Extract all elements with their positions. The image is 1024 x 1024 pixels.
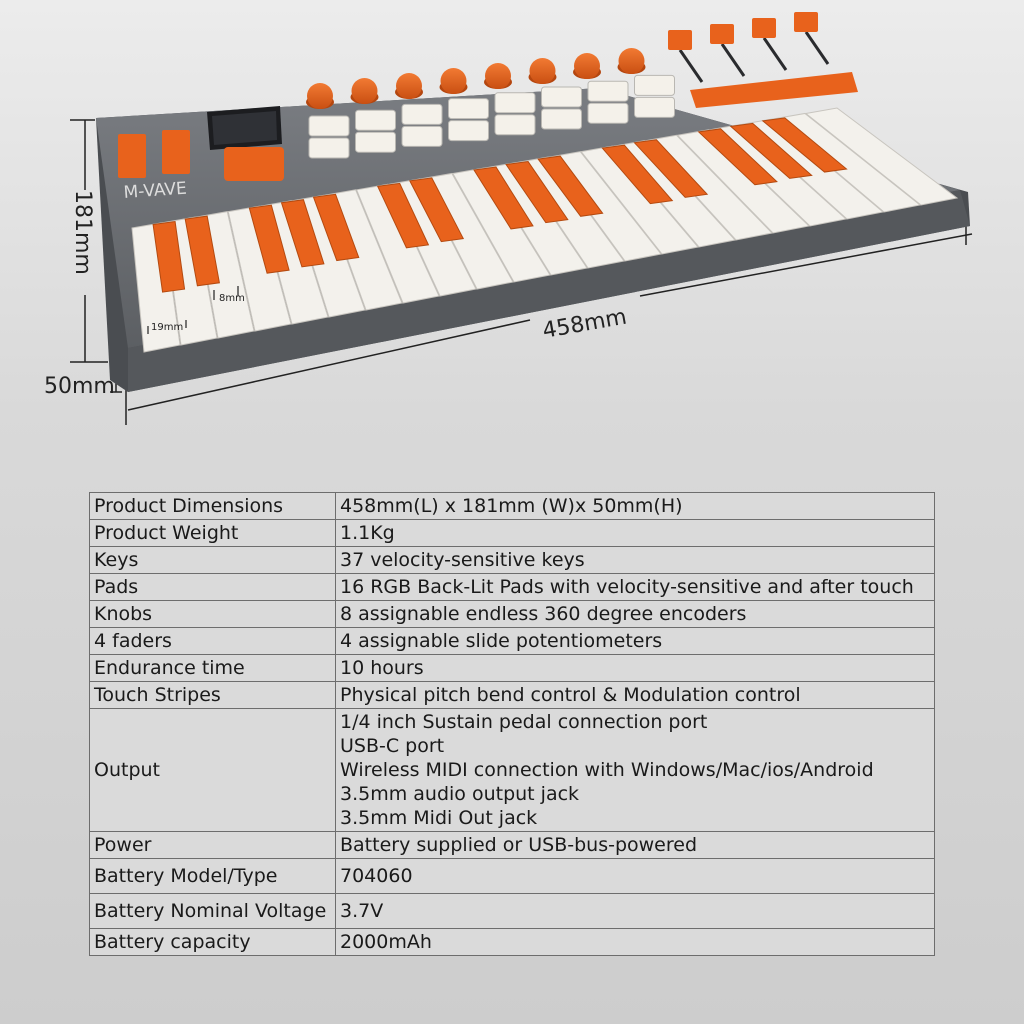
spec-value xyxy=(336,709,935,832)
spec-value xyxy=(336,929,935,956)
spec-value xyxy=(336,655,935,682)
spec-label: Pads xyxy=(90,574,336,601)
knob-icon xyxy=(306,83,334,109)
pad xyxy=(542,87,582,107)
spec-value-line: 8 assignable endless 360 degree encoders xyxy=(340,603,747,625)
pad xyxy=(356,110,396,130)
spec-label: Endurance time xyxy=(90,655,336,682)
control-strip xyxy=(690,72,858,108)
spec-row xyxy=(90,859,935,894)
pad xyxy=(402,104,442,124)
spec-label: Battery Nominal Voltage xyxy=(90,894,336,929)
pad xyxy=(495,115,535,135)
spec-value xyxy=(336,574,935,601)
spec-value-line: 704060 xyxy=(340,865,413,887)
fader-icon xyxy=(668,30,702,82)
spec-value-line: 4 assignable slide potentiometers xyxy=(340,630,663,652)
spec-value xyxy=(336,859,935,894)
pad xyxy=(309,138,349,158)
spec-row xyxy=(90,894,935,929)
pad xyxy=(635,97,675,117)
spec-value-line: 37 velocity-sensitive keys xyxy=(340,549,585,571)
knob-icon xyxy=(484,63,512,89)
height-label: 50mm xyxy=(44,374,115,399)
spec-value-line: 1/4 inch Sustain pedal connection port xyxy=(340,711,708,733)
depth-label: 181mm xyxy=(70,190,95,275)
spec-label: Product Dimensions xyxy=(90,493,336,520)
spec-value-line: 458mm(L) x 181mm (W)x 50mm(H) xyxy=(340,495,683,517)
pad xyxy=(449,121,489,141)
spec-row xyxy=(90,929,935,956)
spec-value xyxy=(336,682,935,709)
spec-row xyxy=(90,709,935,832)
pad xyxy=(449,99,489,119)
spec-label: Power xyxy=(90,832,336,859)
spec-value xyxy=(336,520,935,547)
knob-icon xyxy=(351,78,379,104)
spec-row xyxy=(90,682,935,709)
spec-row xyxy=(90,628,935,655)
spec-value xyxy=(336,493,935,520)
spec-value-line: Wireless MIDI connection with Windows/Mac/ios/Android xyxy=(340,759,874,781)
spec-label: Product Weight xyxy=(90,520,336,547)
spec-table xyxy=(89,492,935,956)
pad xyxy=(356,132,396,152)
product-illustration xyxy=(0,0,1024,470)
knob-icon xyxy=(395,73,423,99)
width-label: 458mm xyxy=(540,304,629,344)
fader-icon xyxy=(752,18,786,70)
spec-row xyxy=(90,655,935,682)
spec-label: Battery Model/Type xyxy=(90,859,336,894)
transport-buttons xyxy=(224,147,284,181)
pad xyxy=(402,126,442,146)
spec-row xyxy=(90,601,935,628)
spec-label: Touch Stripes xyxy=(90,682,336,709)
spec-value-line: 2000mAh xyxy=(340,931,432,953)
spec-label: Keys xyxy=(90,547,336,574)
spec-label: Knobs xyxy=(90,601,336,628)
spec-value-line: Physical pitch bend control & Modulation control xyxy=(340,684,801,706)
spec-label: 4 faders xyxy=(90,628,336,655)
spec-row xyxy=(90,520,935,547)
spec-row xyxy=(90,547,935,574)
fader-icon xyxy=(710,24,744,76)
pad xyxy=(588,103,628,123)
pad xyxy=(495,93,535,113)
spec-row xyxy=(90,493,935,520)
display-screen xyxy=(207,106,282,150)
fader-icon xyxy=(794,12,828,64)
spec-value-line: 16 RGB Back-Lit Pads with velocity-sensitive and after touch xyxy=(340,576,914,598)
brand-logo: M-VAVE xyxy=(122,178,188,203)
spec-value-line: 10 hours xyxy=(340,657,424,679)
pad xyxy=(635,75,675,95)
spec-row xyxy=(90,574,935,601)
spec-value xyxy=(336,832,935,859)
spec-value xyxy=(336,601,935,628)
spec-value-line: 3.5mm Midi Out jack xyxy=(340,807,538,829)
pad xyxy=(309,116,349,136)
white-key-label: 19mm xyxy=(151,322,184,333)
spec-value xyxy=(336,547,935,574)
spec-label: Battery capacity xyxy=(90,929,336,956)
spec-value xyxy=(336,628,935,655)
spec-row xyxy=(90,832,935,859)
fader-row xyxy=(668,12,828,82)
knob-icon xyxy=(573,53,601,79)
spec-value xyxy=(336,894,935,929)
pad xyxy=(588,81,628,101)
knob-icon xyxy=(618,48,646,74)
spec-value-line: 3.7V xyxy=(340,900,384,922)
spec-label: Output xyxy=(90,709,336,832)
spec-value-line: USB-C port xyxy=(340,735,445,757)
knob-icon xyxy=(440,68,468,94)
pad xyxy=(542,109,582,129)
black-key-label: 8mm xyxy=(219,293,245,304)
spec-value-line: 3.5mm audio output jack xyxy=(340,783,580,805)
spec-value-line: Battery supplied or USB-bus-powered xyxy=(340,834,698,856)
knob-icon xyxy=(529,58,557,84)
spec-value-line: 1.1Kg xyxy=(340,522,395,544)
